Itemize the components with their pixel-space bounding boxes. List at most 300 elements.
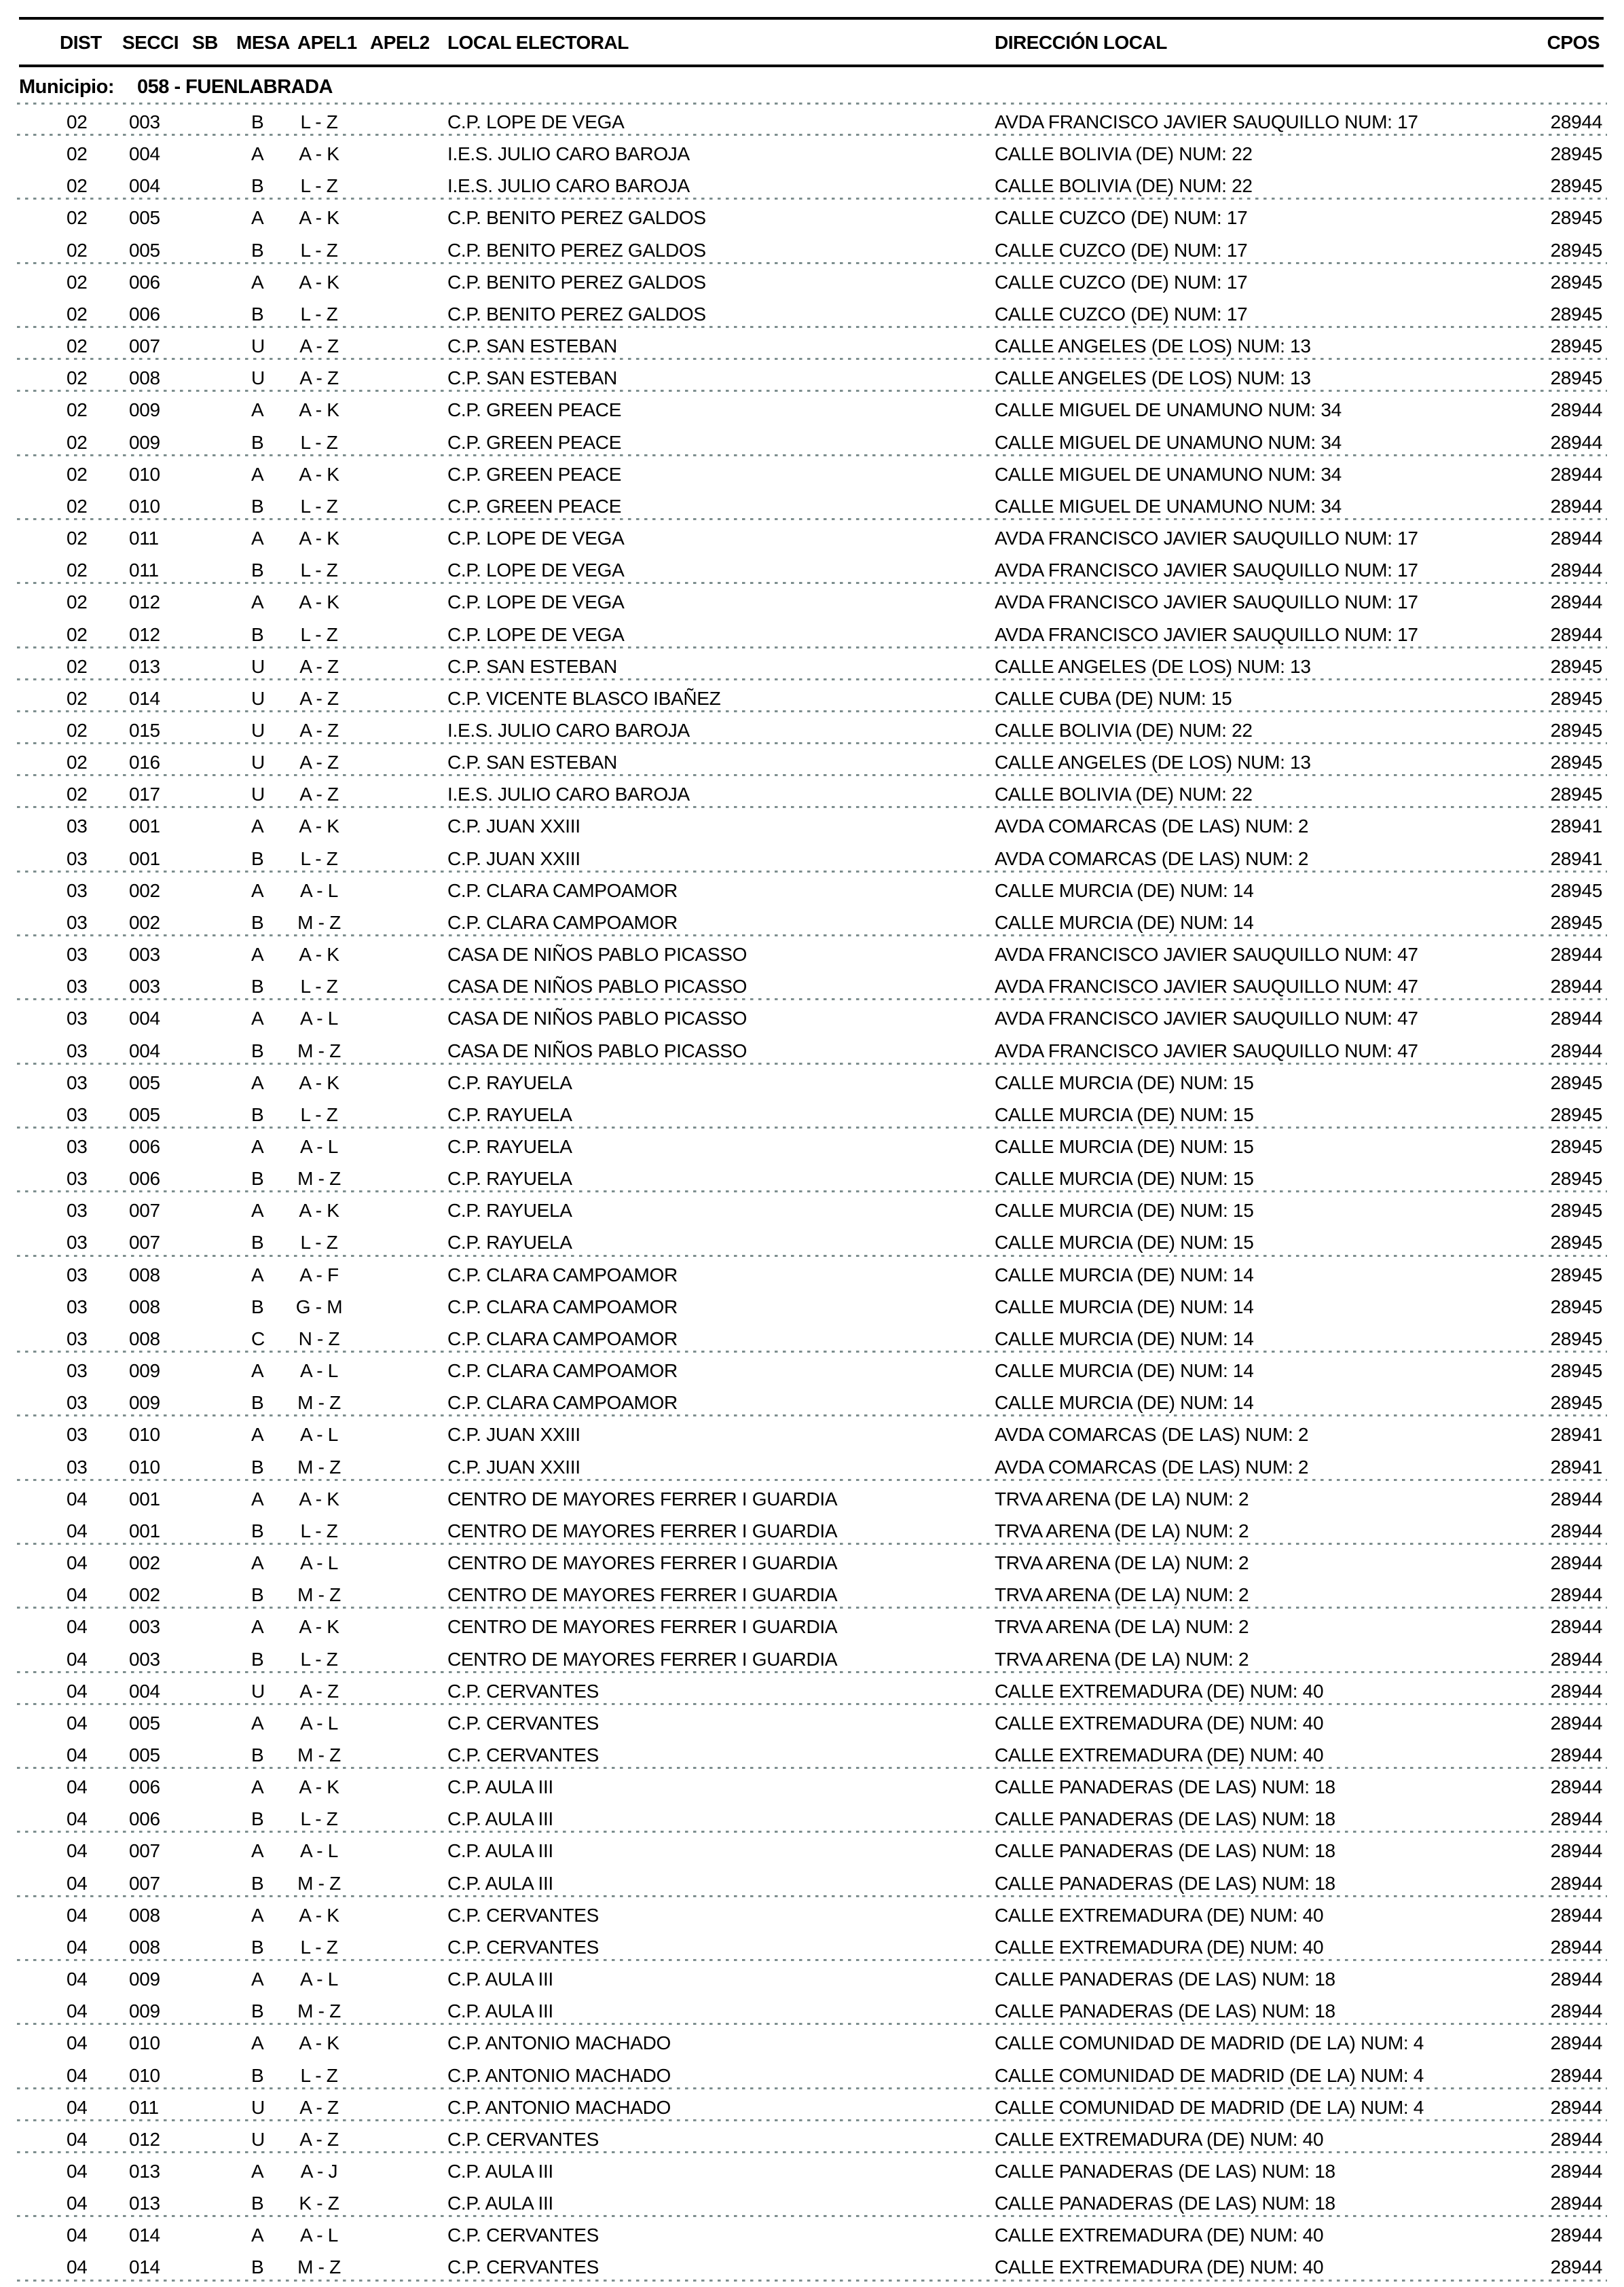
cell-apel-range: A - K xyxy=(299,463,339,485)
cell-apel-range: A - L xyxy=(299,1840,339,1862)
cell-dist: 03 xyxy=(67,1392,88,1414)
table-row xyxy=(17,2089,1607,2121)
cell-direccion: AVDA COMARCAS (DE LAS) NUM: 2 xyxy=(995,1424,1309,1446)
cell-cpos: 28944 xyxy=(1550,1840,1602,1862)
table-row xyxy=(17,103,1607,135)
cell-local-electoral: C.P. CLARA CAMPOAMOR xyxy=(447,1296,678,1317)
cell-dist: 02 xyxy=(67,687,88,709)
cell-dist: 04 xyxy=(67,2256,88,2278)
cell-cpos: 28944 xyxy=(1550,1552,1602,1574)
table-row xyxy=(17,1672,1607,1704)
cell-dist: 04 xyxy=(67,1776,88,1798)
cell-secci: 008 xyxy=(129,1264,160,1285)
cell-apel-range: L - Z xyxy=(300,111,338,132)
cell-dist: 04 xyxy=(67,2032,88,2054)
section-group xyxy=(17,199,1607,263)
cell-local-electoral: C.P. CERVANTES xyxy=(447,1936,599,1958)
table-row xyxy=(17,1160,1607,1192)
cell-secci: 003 xyxy=(129,944,160,966)
section-group xyxy=(17,680,1607,712)
cell-apel-range: L - Z xyxy=(300,1648,338,1670)
cell-dist: 03 xyxy=(67,1103,88,1125)
cell-secci: 001 xyxy=(129,1488,160,1510)
cell-local-electoral: C.P. CERVANTES xyxy=(447,1680,599,1702)
cell-local-electoral: C.P. GREEN PEACE xyxy=(447,399,622,421)
table-row xyxy=(17,232,1607,263)
cell-secci: 001 xyxy=(129,816,160,837)
cell-apel-range: A - L xyxy=(299,879,339,901)
cell-cpos: 28944 xyxy=(1550,1969,1602,1990)
section-group xyxy=(17,391,1607,455)
cell-direccion: CALLE MURCIA (DE) NUM: 15 xyxy=(995,1103,1254,1125)
table-row xyxy=(17,456,1607,488)
section-group xyxy=(17,712,1607,744)
cell-secci: 006 xyxy=(129,1168,160,1190)
cell-local-electoral: C.P. GREEN PEACE xyxy=(447,463,622,485)
cell-mesa: A xyxy=(251,143,264,165)
cell-direccion: CALLE ANGELES (DE LOS) NUM: 13 xyxy=(995,335,1311,357)
cell-cpos: 28944 xyxy=(1550,463,1602,485)
cell-mesa: A xyxy=(251,2032,264,2054)
cell-local-electoral: C.P. BENITO PEREZ GALDOS xyxy=(447,207,706,229)
cell-dist: 02 xyxy=(67,528,88,549)
section-group xyxy=(17,872,1607,936)
cell-dist: 02 xyxy=(67,335,88,357)
cell-apel-range: L - Z xyxy=(300,1520,338,1541)
cell-local-electoral: CENTRO DE MAYORES FERRER I GUARDIA xyxy=(447,1584,838,1606)
cell-local-electoral: CENTRO DE MAYORES FERRER I GUARDIA xyxy=(447,1616,838,1638)
cell-secci: 009 xyxy=(129,1360,160,1382)
cell-apel-range: L - Z xyxy=(300,303,338,325)
cell-dist: 03 xyxy=(67,847,88,869)
table-row xyxy=(17,1416,1607,1448)
cell-direccion: AVDA COMARCAS (DE LAS) NUM: 2 xyxy=(995,847,1309,869)
cell-direccion: CALLE MURCIA (DE) NUM: 14 xyxy=(995,1360,1254,1382)
cell-local-electoral: C.P. CLARA CAMPOAMOR xyxy=(447,879,678,901)
cell-local-electoral: C.P. AULA III xyxy=(447,1808,553,1830)
cell-apel-range: A - K xyxy=(299,1904,339,1926)
cell-local-electoral: C.P. CLARA CAMPOAMOR xyxy=(447,1264,678,1285)
cell-dist: 04 xyxy=(67,2193,88,2214)
cell-direccion: CALLE BOLIVIA (DE) NUM: 22 xyxy=(995,175,1253,197)
cell-cpos: 28945 xyxy=(1550,655,1602,677)
cell-cpos: 28944 xyxy=(1550,399,1602,421)
cell-secci: 009 xyxy=(129,1392,160,1414)
section-group xyxy=(17,1768,1607,1832)
cell-secci: 005 xyxy=(129,207,160,229)
cell-direccion: AVDA FRANCISCO JAVIER SAUQUILLO NUM: 17 xyxy=(995,528,1418,549)
cell-cpos: 28944 xyxy=(1550,1808,1602,1830)
cell-cpos: 28944 xyxy=(1550,976,1602,998)
section-group xyxy=(17,1000,1607,1063)
cell-local-electoral: C.P. SAN ESTEBAN xyxy=(447,655,617,677)
table-row xyxy=(17,263,1607,295)
table-row xyxy=(17,1897,1607,1928)
cell-secci: 001 xyxy=(129,847,160,869)
cell-apel-range: A - K xyxy=(299,143,339,165)
cell-local-electoral: C.P. ANTONIO MACHADO xyxy=(447,2032,671,2054)
cell-apel-range: L - Z xyxy=(300,239,338,261)
cell-local-electoral: C.P. CERVANTES xyxy=(447,2256,599,2278)
cell-direccion: TRVA ARENA (DE LA) NUM: 2 xyxy=(995,1488,1249,1510)
cell-mesa: B xyxy=(251,1040,264,1061)
cell-direccion: AVDA FRANCISCO JAVIER SAUQUILLO NUM: 47 xyxy=(995,944,1418,966)
cell-direccion: CALLE EXTREMADURA (DE) NUM: 40 xyxy=(995,1680,1324,1702)
column-header-apel2: APEL2 xyxy=(370,32,430,53)
cell-apel-range: A - L xyxy=(299,1552,339,1574)
cell-direccion: CALLE CUZCO (DE) NUM: 17 xyxy=(995,303,1248,325)
table-row xyxy=(17,936,1607,968)
cell-mesa: A xyxy=(251,944,264,966)
cell-cpos: 28944 xyxy=(1550,495,1602,517)
cell-direccion: CALLE MIGUEL DE UNAMUNO NUM: 34 xyxy=(995,399,1342,421)
cell-direccion: CALLE MIGUEL DE UNAMUNO NUM: 34 xyxy=(995,463,1342,485)
cell-direccion: CALLE COMUNIDAD DE MADRID (DE LA) NUM: 4 xyxy=(995,2096,1424,2118)
cell-direccion: CALLE ANGELES (DE LOS) NUM: 13 xyxy=(995,367,1311,389)
cell-dist: 02 xyxy=(67,239,88,261)
cell-mesa: B xyxy=(251,1520,264,1541)
cell-cpos: 28944 xyxy=(1550,560,1602,581)
cell-secci: 013 xyxy=(129,2161,160,2182)
cell-direccion: CALLE MURCIA (DE) NUM: 14 xyxy=(995,1392,1254,1414)
cell-apel-range: A - K xyxy=(299,591,339,613)
cell-cpos: 28944 xyxy=(1550,2161,1602,2182)
cell-direccion: CALLE EXTREMADURA (DE) NUM: 40 xyxy=(995,1936,1324,1958)
cell-cpos: 28944 xyxy=(1550,1936,1602,1958)
cell-dist: 02 xyxy=(67,752,88,773)
cell-cpos: 28945 xyxy=(1550,752,1602,773)
cell-apel-range: A - Z xyxy=(299,687,339,709)
cell-apel-range: M - Z xyxy=(297,1872,341,1894)
table-row xyxy=(17,1544,1607,1576)
cell-cpos: 28945 xyxy=(1550,719,1602,741)
cell-local-electoral: C.P. CLARA CAMPOAMOR xyxy=(447,1360,678,1382)
cell-mesa: B xyxy=(251,560,264,581)
table-row xyxy=(17,840,1607,872)
cell-mesa: B xyxy=(251,1936,264,1958)
cell-cpos: 28945 xyxy=(1550,1360,1602,1382)
cell-dist: 04 xyxy=(67,1904,88,1926)
cell-apel-range: A - K xyxy=(299,1488,339,1510)
cell-local-electoral: C.P. AULA III xyxy=(447,1840,553,1862)
table-row xyxy=(17,1865,1607,1897)
cell-secci: 005 xyxy=(129,1744,160,1765)
cell-direccion: CALLE PANADERAS (DE LAS) NUM: 18 xyxy=(995,1840,1335,1862)
cell-dist: 03 xyxy=(67,1200,88,1222)
cell-mesa: B xyxy=(251,1168,264,1190)
cell-direccion: CALLE CUZCO (DE) NUM: 17 xyxy=(995,271,1248,293)
cell-cpos: 28945 xyxy=(1550,303,1602,325)
cell-secci: 012 xyxy=(129,2128,160,2150)
cell-mesa: B xyxy=(251,2193,264,2214)
cell-mesa: B xyxy=(251,495,264,517)
table-row xyxy=(17,1768,1607,1800)
cell-cpos: 28944 xyxy=(1550,1776,1602,1798)
cell-local-electoral: CASA DE NIÑOS PABLO PICASSO xyxy=(447,944,748,966)
table-row xyxy=(17,551,1607,583)
cell-secci: 006 xyxy=(129,1136,160,1157)
cell-mesa: B xyxy=(251,1103,264,1125)
cell-secci: 003 xyxy=(129,111,160,132)
table-row xyxy=(17,1000,1607,1031)
section-group xyxy=(17,327,1607,359)
cell-local-electoral: C.P. SAN ESTEBAN xyxy=(447,752,617,773)
cell-cpos: 28944 xyxy=(1550,1872,1602,1894)
cell-direccion: CALLE COMUNIDAD DE MADRID (DE LA) NUM: 4 xyxy=(995,2032,1424,2054)
cell-secci: 002 xyxy=(129,879,160,901)
table-row xyxy=(17,167,1607,199)
cell-local-electoral: C.P. JUAN XXIII xyxy=(447,847,580,869)
cell-local-electoral: C.P. LOPE DE VEGA xyxy=(447,623,625,645)
cell-direccion: CALLE MIGUEL DE UNAMUNO NUM: 34 xyxy=(995,431,1342,453)
cell-secci: 008 xyxy=(129,1328,160,1349)
cell-dist: 04 xyxy=(67,1552,88,1574)
cell-secci: 007 xyxy=(129,335,160,357)
table-row xyxy=(17,1384,1607,1416)
cell-mesa: B xyxy=(251,303,264,325)
cell-apel-range: A - K xyxy=(299,1616,339,1638)
cell-direccion: AVDA FRANCISCO JAVIER SAUQUILLO NUM: 47 xyxy=(995,1040,1418,1061)
table-row xyxy=(17,775,1607,807)
cell-local-electoral: C.P. CERVANTES xyxy=(447,2225,599,2246)
cell-apel-range: A - K xyxy=(299,1776,339,1798)
cell-dist: 03 xyxy=(67,1328,88,1349)
column-header-local: LOCAL ELECTORAL xyxy=(447,32,629,53)
section-group xyxy=(17,1672,1607,1704)
municipality-heading xyxy=(0,76,1624,105)
cell-mesa: U xyxy=(251,784,265,805)
table-row xyxy=(17,1800,1607,1832)
cell-dist: 03 xyxy=(67,1264,88,1285)
cell-direccion: CALLE MURCIA (DE) NUM: 14 xyxy=(995,879,1254,901)
section-group xyxy=(17,1608,1607,1672)
cell-direccion: AVDA COMARCAS (DE LAS) NUM: 2 xyxy=(995,1456,1309,1478)
column-header-cpos: CPOS xyxy=(1547,32,1600,53)
cell-mesa: A xyxy=(251,1776,264,1798)
cell-secci: 004 xyxy=(129,1040,160,1061)
cell-mesa: B xyxy=(251,623,264,645)
column-header-secci: SECCI xyxy=(122,32,179,53)
cell-mesa: A xyxy=(251,271,264,293)
cell-apel-range: L - Z xyxy=(300,495,338,517)
cell-direccion: TRVA ARENA (DE LA) NUM: 2 xyxy=(995,1552,1249,1574)
cell-local-electoral: CASA DE NIÑOS PABLO PICASSO xyxy=(447,1040,748,1061)
table-row xyxy=(17,648,1607,680)
cell-mesa: B xyxy=(251,911,264,933)
cell-secci: 011 xyxy=(129,560,159,581)
cell-direccion: CALLE MURCIA (DE) NUM: 15 xyxy=(995,1232,1254,1254)
cell-secci: 010 xyxy=(129,2064,160,2086)
table-row xyxy=(17,1704,1607,1736)
cell-dist: 04 xyxy=(67,2161,88,2182)
cell-direccion: AVDA FRANCISCO JAVIER SAUQUILLO NUM: 47 xyxy=(995,976,1418,998)
cell-direccion: CALLE PANADERAS (DE LAS) NUM: 18 xyxy=(995,1776,1335,1798)
table-row xyxy=(17,616,1607,648)
cell-local-electoral: C.P. AULA III xyxy=(447,1872,553,1894)
section-group xyxy=(17,936,1607,1000)
cell-apel-range: A - Z xyxy=(299,367,339,389)
cell-cpos: 28944 xyxy=(1550,1616,1602,1638)
cell-local-electoral: C.P. GREEN PEACE xyxy=(447,431,622,453)
cell-apel-range: M - Z xyxy=(297,1584,341,1606)
cell-mesa: U xyxy=(251,687,265,709)
cell-local-electoral: CENTRO DE MAYORES FERRER I GUARDIA xyxy=(447,1488,838,1510)
section-group xyxy=(17,519,1607,583)
cell-apel-range: A - Z xyxy=(299,2096,339,2118)
cell-apel-range: L - Z xyxy=(300,1232,338,1254)
cell-dist: 04 xyxy=(67,1616,88,1638)
table-row xyxy=(17,968,1607,1000)
cell-direccion: TRVA ARENA (DE LA) NUM: 2 xyxy=(995,1648,1249,1670)
column-header-apel1: APEL1 xyxy=(297,32,357,53)
table-row xyxy=(17,712,1607,744)
cell-apel-range: A - K xyxy=(299,1200,339,1222)
cell-cpos: 28944 xyxy=(1550,591,1602,613)
cell-apel-range: A - Z xyxy=(299,784,339,805)
cell-cpos: 28941 xyxy=(1550,1424,1602,1446)
section-group xyxy=(17,2216,1607,2280)
cell-local-electoral: C.P. VICENTE BLASCO IBAÑEZ xyxy=(447,687,721,709)
cell-direccion: AVDA COMARCAS (DE LAS) NUM: 2 xyxy=(995,816,1309,837)
cell-secci: 010 xyxy=(129,463,160,485)
cell-secci: 008 xyxy=(129,367,160,389)
cell-apel-range: L - Z xyxy=(300,847,338,869)
cell-cpos: 28944 xyxy=(1550,2256,1602,2278)
table-row xyxy=(17,2248,1607,2280)
cell-cpos: 28944 xyxy=(1550,431,1602,453)
cell-local-electoral: CENTRO DE MAYORES FERRER I GUARDIA xyxy=(447,1552,838,1574)
cell-mesa: B xyxy=(251,1584,264,1606)
cell-secci: 009 xyxy=(129,399,160,421)
cell-dist: 04 xyxy=(67,1488,88,1510)
cell-cpos: 28944 xyxy=(1550,1680,1602,1702)
cell-local-electoral: I.E.S. JULIO CARO BAROJA xyxy=(447,784,690,805)
cell-local-electoral: C.P. CLARA CAMPOAMOR xyxy=(447,911,678,933)
table-row xyxy=(17,424,1607,456)
cell-secci: 005 xyxy=(129,239,160,261)
table-row xyxy=(17,1032,1607,1064)
cell-secci: 011 xyxy=(129,528,159,549)
cell-cpos: 28945 xyxy=(1550,239,1602,261)
cell-local-electoral: C.P. RAYUELA xyxy=(447,1136,572,1157)
cell-dist: 04 xyxy=(67,1936,88,1958)
cell-secci: 009 xyxy=(129,1969,160,1990)
cell-apel-range: A - K xyxy=(299,399,339,421)
cell-apel-range: A - J xyxy=(300,2161,338,2182)
cell-dist: 02 xyxy=(67,303,88,325)
cell-secci: 006 xyxy=(129,271,160,293)
cell-local-electoral: C.P. AULA III xyxy=(447,1969,553,1990)
cell-dist: 04 xyxy=(67,1584,88,1606)
section-group xyxy=(17,1832,1607,1896)
section-group xyxy=(17,1128,1607,1192)
cell-cpos: 28944 xyxy=(1550,1008,1602,1029)
cell-local-electoral: C.P. AULA III xyxy=(447,2161,553,2182)
cell-dist: 03 xyxy=(67,1296,88,1317)
cell-dist: 02 xyxy=(67,207,88,229)
cell-apel-range: A - K xyxy=(299,2032,339,2054)
cell-apel-range: L - Z xyxy=(300,1808,338,1830)
cell-secci: 007 xyxy=(129,1872,160,1894)
section-group xyxy=(17,648,1607,680)
cell-direccion: CALLE CUBA (DE) NUM: 15 xyxy=(995,687,1232,709)
cell-apel-range: A - L xyxy=(299,1360,339,1382)
table-row xyxy=(17,2024,1607,2056)
municipality-value: 058 - FUENLABRADA xyxy=(137,76,333,98)
cell-dist: 04 xyxy=(67,2064,88,2086)
cell-mesa: U xyxy=(251,2096,265,2118)
cell-mesa: A xyxy=(251,207,264,229)
cell-direccion: TRVA ARENA (DE LA) NUM: 2 xyxy=(995,1616,1249,1638)
header-top-rule xyxy=(19,17,1604,20)
cell-cpos: 28944 xyxy=(1550,2000,1602,2022)
cell-direccion: CALLE PANADERAS (DE LAS) NUM: 18 xyxy=(995,1969,1335,1990)
cell-direccion: AVDA FRANCISCO JAVIER SAUQUILLO NUM: 17 xyxy=(995,591,1418,613)
cell-cpos: 28944 xyxy=(1550,2128,1602,2150)
section-group xyxy=(17,1960,1607,2024)
table-row xyxy=(17,904,1607,936)
cell-dist: 03 xyxy=(67,1072,88,1093)
cell-secci: 002 xyxy=(129,1584,160,1606)
cell-local-electoral: C.P. ANTONIO MACHADO xyxy=(447,2064,671,2086)
section-group xyxy=(17,1544,1607,1608)
table-row xyxy=(17,391,1607,423)
cell-local-electoral: C.P. LOPE DE VEGA xyxy=(447,528,625,549)
cell-cpos: 28944 xyxy=(1550,623,1602,645)
cell-local-electoral: C.P. CERVANTES xyxy=(447,1712,599,1734)
cell-cpos: 28944 xyxy=(1550,528,1602,549)
section-group xyxy=(17,2089,1607,2121)
column-header-direccion: DIRECCIÓN LOCAL xyxy=(995,32,1167,53)
cell-secci: 008 xyxy=(129,1296,160,1317)
cell-apel-range: L - Z xyxy=(300,2064,338,2086)
cell-secci: 008 xyxy=(129,1904,160,1926)
cell-dist: 02 xyxy=(67,655,88,677)
cell-cpos: 28944 xyxy=(1550,2096,1602,2118)
cell-mesa: A xyxy=(251,1969,264,1990)
cell-direccion: AVDA FRANCISCO JAVIER SAUQUILLO NUM: 17 xyxy=(995,623,1418,645)
cell-apel-range: A - K xyxy=(299,528,339,549)
cell-local-electoral: C.P. AULA III xyxy=(447,2000,553,2022)
cell-local-electoral: I.E.S. JULIO CARO BAROJA xyxy=(447,719,690,741)
cell-dist: 04 xyxy=(67,1969,88,1990)
cell-cpos: 28945 xyxy=(1550,143,1602,165)
cell-mesa: A xyxy=(251,528,264,549)
column-header-sb: SB xyxy=(192,32,218,53)
cell-dist: 02 xyxy=(67,399,88,421)
cell-cpos: 28944 xyxy=(1550,944,1602,966)
cell-cpos: 28945 xyxy=(1550,335,1602,357)
cell-apel-range: L - Z xyxy=(300,431,338,453)
cell-dist: 02 xyxy=(67,463,88,485)
cell-dist: 04 xyxy=(67,2128,88,2150)
cell-mesa: A xyxy=(251,1424,264,1446)
cell-mesa: B xyxy=(251,2064,264,2086)
cell-mesa: U xyxy=(251,2128,265,2150)
cell-cpos: 28945 xyxy=(1550,911,1602,933)
cell-mesa: B xyxy=(251,2256,264,2278)
cell-dist: 02 xyxy=(67,495,88,517)
cell-local-electoral: C.P. CERVANTES xyxy=(447,2128,599,2150)
cell-cpos: 28944 xyxy=(1550,2193,1602,2214)
column-header-dist: DIST xyxy=(60,32,102,53)
section-group xyxy=(17,744,1607,775)
cell-direccion: CALLE CUZCO (DE) NUM: 17 xyxy=(995,239,1248,261)
cell-local-electoral: C.P. CLARA CAMPOAMOR xyxy=(447,1392,678,1414)
cell-secci: 009 xyxy=(129,431,160,453)
cell-secci: 012 xyxy=(129,623,160,645)
cell-local-electoral: C.P. RAYUELA xyxy=(447,1168,572,1190)
